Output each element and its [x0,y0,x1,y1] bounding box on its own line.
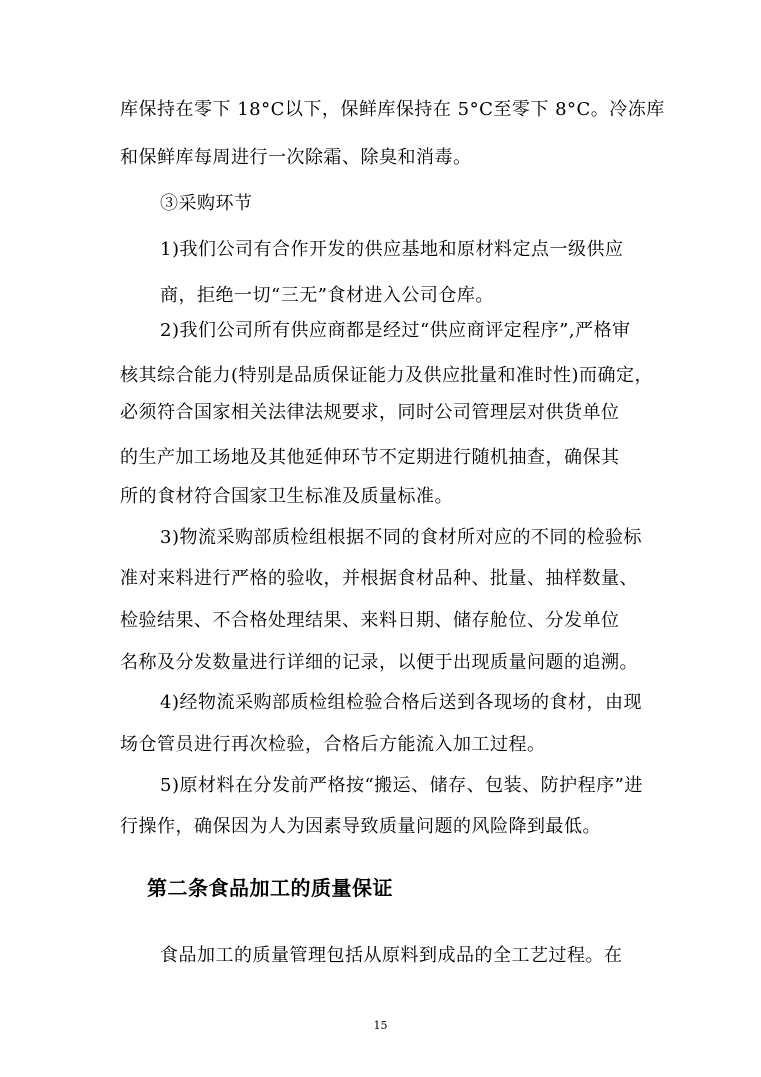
body-text-line: 商，拒绝一切“三无”食材进入公司仓库。 [160,285,494,306]
section-heading: 第二条食品加工的质量保证 [147,876,393,900]
body-text-line: 所的食材符合国家卫生标准及质量标准。 [120,486,453,507]
page-number: 15 [373,1019,388,1032]
body-text-line: 检验结果、不合格处理结果、来料日期、储存舱位、分发单位 [120,610,620,631]
body-text-line: 5)原材料在分发前严格按“搬运、储存、包装、防护程序”进 [160,775,643,796]
body-text-line: 行操作，确保因为人为因素导致质量问题的风险降到最低。 [120,816,601,837]
body-text-line: 食品加工的质量管理包括从原料到成品的全工艺过程。在 [160,945,623,966]
body-text-line: 1)我们公司有合作开发的供应基地和原材料定点一级供应 [160,239,624,260]
body-text-line: 库保持在零下 18°C以下，保鲜库保持在 5°C至零下 8°C。冷冻库 [120,99,665,120]
body-text-line: 核其综合能力(特别是品质保证能力及供应批量和准时性)而确定， [120,365,654,386]
body-text-line: 2)我们公司所有供应商都是经过“供应商评定程序”,严格审 [160,320,631,341]
body-text-line: 名称及分发数量进行详细的记录，以便于出现质量问题的追溯。 [120,652,638,673]
body-text-line: 3)物流采购部质检组根据不同的食材所对应的不同的检验标 [160,527,642,548]
body-text-line: 和保鲜库每周进行一次除霜、除臭和消毒。 [120,147,472,168]
subsection-title: ③采购环节 [160,193,253,214]
body-text-line: 必须符合国家相关法律法规要求，同时公司管理层对供货单位 [120,402,620,423]
body-text-line: 的生产加工场地及其他延伸环节不定期进行随机抽查，确保其 [120,447,620,468]
body-text-line: 准对来料进行严格的验收，并根据食材品种、批量、抽样数量、 [120,568,638,589]
body-text-line: 场仓管员进行再次检验，合格后方能流入加工过程。 [120,734,546,755]
body-text-line: 4)经物流采购部质检组检验合格后送到各现场的食材，由现 [160,692,642,713]
